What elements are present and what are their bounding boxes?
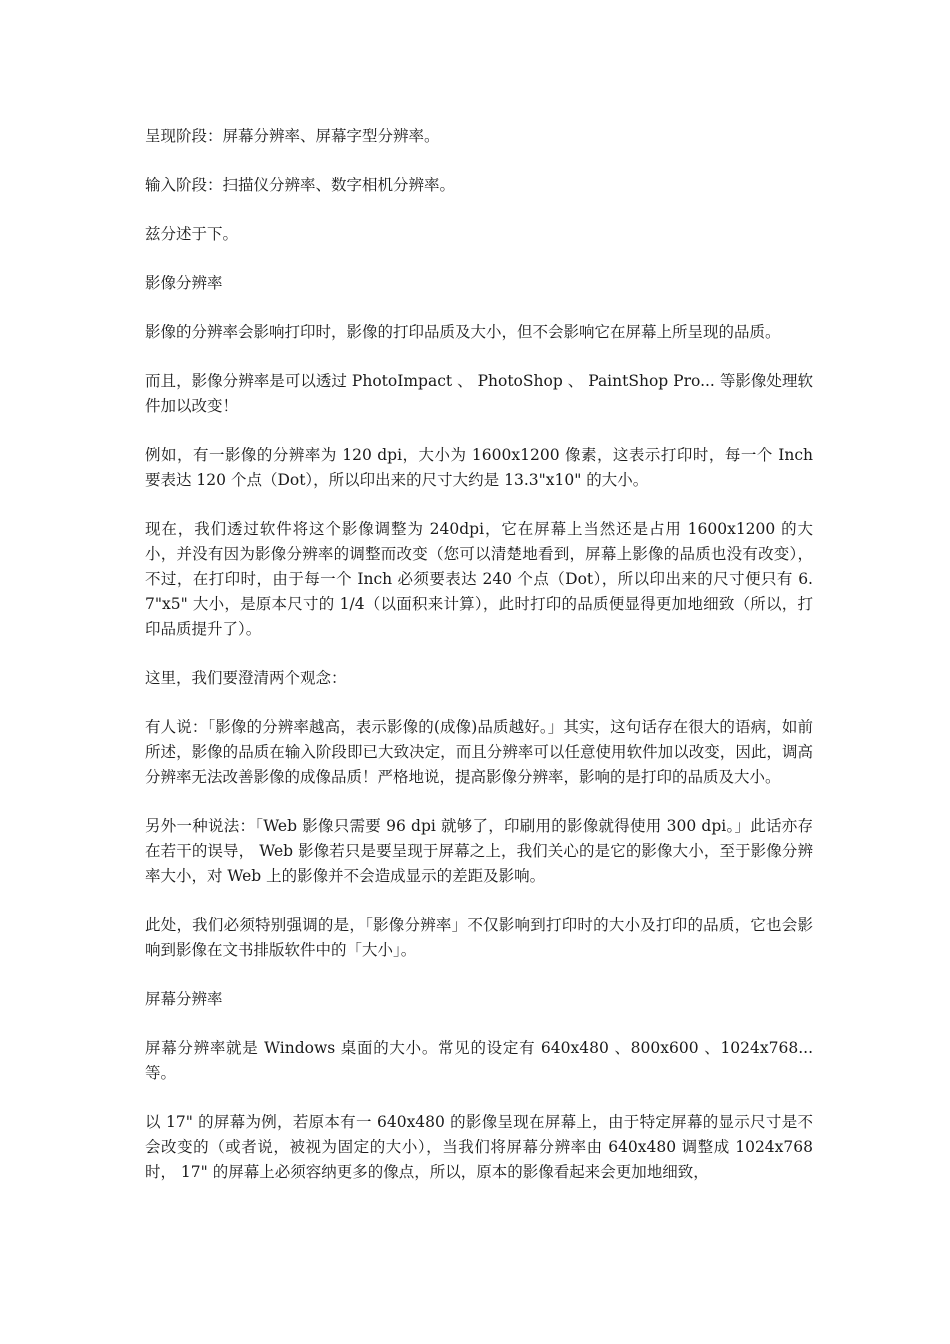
paragraph-intro: 兹分述于下。 [145,225,239,243]
heading-screen-resolution: 屏幕分辨率 [145,990,223,1008]
heading-image-resolution: 影像分辨率 [145,274,223,292]
paragraph-presentation-stage: 呈现阶段：屏幕分辨率、屏幕字型分辨率。 [145,127,440,145]
document-body [145,124,813,1209]
paragraph-input-stage: 输入阶段：扫描仪分辨率、数字相机分辨率。 [145,176,456,194]
paragraph-clarify-concepts: 这里，我们要澄清两个观念： [145,669,347,687]
paragraph-screen-example: 以 17" 的屏幕为例，若原本有一 640x480 的影像呈现在屏幕上，由于特定屏幕的显示尺寸是不会改变的（或者说，被视为固定的大小），当我们将屏幕分辨率由 640x480 调整成 1024x768 时， 17" 的屏幕上必须容纳更多的像点，所以，原本的影像看起来会更加地细致， [145,1113,813,1181]
paragraph-example-120dpi: 例如，有一影像的分辨率为 120 dpi，大小为 1600x1200 像素，这表示打印时，每一个 Inch 要表达 120 个点（Dot），所以印出来的尺寸大约是 13.3"x10" 的大小。 [145,446,813,489]
paragraph-image-resolution-effect: 影像的分辨率会影响打印时，影像的打印品质及大小，但不会影响它在屏幕上所呈现的品质。 [145,323,781,341]
paragraph-example-240dpi: 现在，我们透过软件将这个影像调整为 240dpi，它在屏幕上当然还是占用 1600x1200 的大小，并没有因为影像分辨率的调整而改变（您可以清楚地看到，屏幕上影像的品质也没有改变），不过，在打印时，由于每一个 Inch 必须要表达 240 个点（Dot），所以印出来的尺寸便只有 6.7"x5" 大小，是原本尺寸的 1/4（以面积来计算），此时打印的品质便显得更加地细致（所以，打印品质提升了）。 [145,520,813,638]
paragraph-misconception-quality: 有人说：「影像的分辨率越高，表示影像的(成像)品质越好。」其实，这句话存在很大的语病，如前所述，影像的品质在输入阶段即已大致决定，而且分辨率可以任意使用软件加以改变，因此，调高分辨率无法改善影像的成像品质！严格地说，提高影像分辨率，影响的是打印的品质及大小。 [145,718,813,786]
paragraph-emphasis: 此处，我们必须特别强调的是，「影像分辨率」不仅影响到打印时的大小及打印的品质，它也会影响到影像在文书排版软件中的「大小」。 [145,916,813,959]
paragraph-screen-resolution-definition: 屏幕分辨率就是 Windows 桌面的大小。常见的设定有 640x480 、800x600 、1024x768...等。 [145,1039,813,1082]
paragraph-software-change: 而且，影像分辨率是可以透过 PhotoImpact 、 PhotoShop 、 PaintShop Pro... 等影像处理软件加以改变！ [145,372,813,415]
paragraph-misconception-web: 另外一种说法：「Web 影像只需要 96 dpi 就够了，印刷用的影像就得使用 300 dpi。」此话亦存在若干的误导， Web 影像若只是要呈现于屏幕之上，我们关心的是它的影像大小，至于影像分辨率大小，对 Web 上的影像并不会造成显示的差距及影响。 [145,817,813,885]
